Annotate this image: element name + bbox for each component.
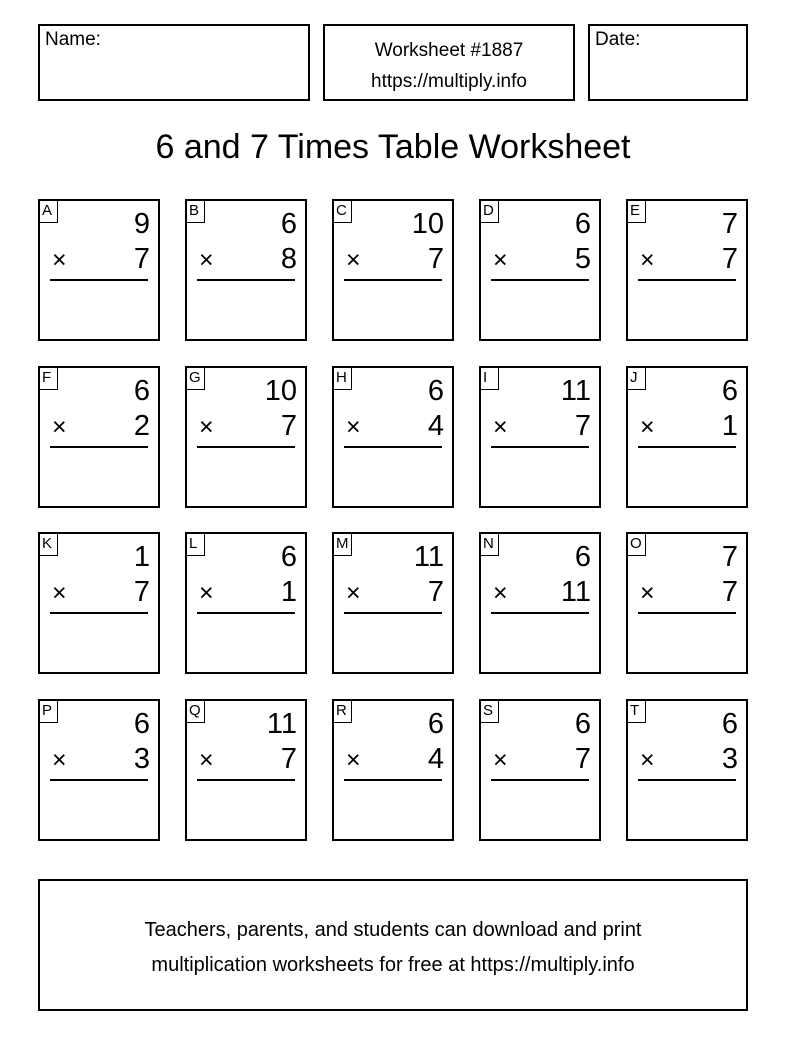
problem-letter: K xyxy=(38,532,58,556)
problem-card[interactable] xyxy=(38,699,160,841)
multiplier: 3 xyxy=(721,743,738,775)
multiplier: 7 xyxy=(427,243,444,275)
name-box[interactable] xyxy=(38,24,310,101)
problem-letter: N xyxy=(479,532,499,556)
answer-line xyxy=(50,612,148,614)
multiplier: 1 xyxy=(280,576,297,608)
problem-letter: I xyxy=(479,366,499,390)
times-sign: × xyxy=(199,246,214,274)
problem-card[interactable] xyxy=(38,532,160,674)
multiplicand: 6 xyxy=(280,541,297,573)
problem-letter: P xyxy=(38,699,58,723)
website-text: https://multiply.info xyxy=(371,71,527,92)
multiplicand: 6 xyxy=(574,208,591,240)
problem-letter: T xyxy=(626,699,646,723)
page-title: 6 and 7 Times Table Worksheet xyxy=(155,128,631,166)
problem-letter: F xyxy=(38,366,58,390)
times-sign: × xyxy=(199,413,214,441)
problem-letter: A xyxy=(38,199,58,223)
problem-card[interactable] xyxy=(332,699,454,841)
multiplicand: 6 xyxy=(133,708,150,740)
footer-box xyxy=(38,879,748,1011)
problem-letter: R xyxy=(332,699,352,723)
times-sign: × xyxy=(346,746,361,774)
answer-line xyxy=(491,446,589,448)
answer-line xyxy=(197,446,295,448)
problem-card[interactable] xyxy=(185,699,307,841)
answer-line xyxy=(638,446,736,448)
problem-card[interactable] xyxy=(626,699,748,841)
worksheet-info-box xyxy=(323,24,575,101)
times-sign: × xyxy=(52,413,67,441)
times-sign: × xyxy=(493,746,508,774)
times-sign: × xyxy=(346,579,361,607)
multiplier: 5 xyxy=(574,243,591,275)
multiplier: 7 xyxy=(133,576,150,608)
times-sign: × xyxy=(640,746,655,774)
multiplicand: 6 xyxy=(721,708,738,740)
name-label: Name: xyxy=(45,29,101,50)
problem-letter: O xyxy=(626,532,646,556)
problem-card[interactable] xyxy=(479,199,601,341)
times-sign: × xyxy=(52,246,67,274)
multiplicand: 6 xyxy=(574,708,591,740)
footer-line-2: multiplication worksheets for free at https://multiply.info xyxy=(151,954,635,976)
answer-line xyxy=(491,779,589,781)
answer-line xyxy=(50,279,148,281)
times-sign: × xyxy=(493,246,508,274)
multiplier: 7 xyxy=(574,743,591,775)
answer-line xyxy=(50,779,148,781)
multiplicand: 7 xyxy=(721,541,738,573)
answer-line xyxy=(344,612,442,614)
multiplier: 4 xyxy=(427,410,444,442)
multiplicand: 6 xyxy=(427,375,444,407)
multiplicand: 9 xyxy=(133,208,150,240)
problem-card[interactable] xyxy=(479,699,601,841)
worksheet-number: Worksheet #1887 xyxy=(374,40,524,61)
answer-line xyxy=(344,779,442,781)
problem-card[interactable] xyxy=(626,366,748,508)
multiplier: 7 xyxy=(427,576,444,608)
problem-letter: J xyxy=(626,366,646,390)
problem-card[interactable] xyxy=(332,366,454,508)
problem-letter: B xyxy=(185,199,205,223)
problem-card[interactable] xyxy=(626,199,748,341)
times-sign: × xyxy=(199,579,214,607)
problem-card[interactable] xyxy=(185,199,307,341)
multiplicand: 11 xyxy=(413,541,444,573)
times-sign: × xyxy=(493,579,508,607)
multiplicand: 6 xyxy=(133,375,150,407)
answer-line xyxy=(491,612,589,614)
answer-line xyxy=(197,612,295,614)
date-label: Date: xyxy=(595,29,641,50)
multiplicand: 6 xyxy=(280,208,297,240)
multiplicand: 1 xyxy=(133,541,150,573)
answer-line xyxy=(638,279,736,281)
problem-card[interactable] xyxy=(479,532,601,674)
multiplicand: 10 xyxy=(264,375,297,407)
answer-line xyxy=(491,279,589,281)
times-sign: × xyxy=(346,246,361,274)
times-sign: × xyxy=(640,413,655,441)
problem-card[interactable] xyxy=(332,532,454,674)
times-sign: × xyxy=(493,413,508,441)
answer-line xyxy=(50,446,148,448)
problem-card[interactable] xyxy=(185,366,307,508)
multiplier: 11 xyxy=(560,576,591,608)
times-sign: × xyxy=(199,746,214,774)
problem-letter: H xyxy=(332,366,352,390)
problem-card[interactable] xyxy=(479,366,601,508)
multiplier: 8 xyxy=(280,243,297,275)
problem-letter: L xyxy=(185,532,205,556)
problem-letter: M xyxy=(332,532,352,556)
problem-card[interactable] xyxy=(626,532,748,674)
footer-text xyxy=(40,913,746,983)
answer-line xyxy=(197,279,295,281)
multiplier: 7 xyxy=(721,243,738,275)
answer-line xyxy=(638,612,736,614)
answer-line xyxy=(197,779,295,781)
problem-card[interactable] xyxy=(332,199,454,341)
times-sign: × xyxy=(52,579,67,607)
multiplier: 7 xyxy=(280,743,297,775)
times-sign: × xyxy=(640,579,655,607)
problem-letter: G xyxy=(185,366,205,390)
multiplier: 7 xyxy=(133,243,150,275)
multiplicand: 6 xyxy=(721,375,738,407)
problem-letter: D xyxy=(479,199,499,223)
problem-letter: C xyxy=(332,199,352,223)
answer-line xyxy=(344,279,442,281)
answer-line xyxy=(344,446,442,448)
multiplicand: 6 xyxy=(427,708,444,740)
answer-line xyxy=(638,779,736,781)
footer-line-1: Teachers, parents, and students can download and print xyxy=(144,919,642,941)
multiplier: 4 xyxy=(427,743,444,775)
multiplicand: 6 xyxy=(574,541,591,573)
multiplier: 7 xyxy=(280,410,297,442)
multiplier: 7 xyxy=(721,576,738,608)
multiplicand: 7 xyxy=(721,208,738,240)
multiplicand: 11 xyxy=(560,375,591,407)
times-sign: × xyxy=(640,246,655,274)
multiplier: 7 xyxy=(574,410,591,442)
problem-card[interactable] xyxy=(38,199,160,341)
problem-letter: Q xyxy=(185,699,205,723)
problem-card[interactable] xyxy=(38,366,160,508)
times-sign: × xyxy=(52,746,67,774)
multiplier: 1 xyxy=(721,410,738,442)
multiplicand: 10 xyxy=(411,208,444,240)
date-box[interactable] xyxy=(588,24,748,101)
multiplier: 2 xyxy=(133,410,150,442)
problem-letter: E xyxy=(626,199,646,223)
multiplier: 3 xyxy=(133,743,150,775)
problem-card[interactable] xyxy=(185,532,307,674)
worksheet-info xyxy=(325,35,573,97)
problem-letter: S xyxy=(479,699,499,723)
times-sign: × xyxy=(346,413,361,441)
multiplicand: 11 xyxy=(266,708,297,740)
